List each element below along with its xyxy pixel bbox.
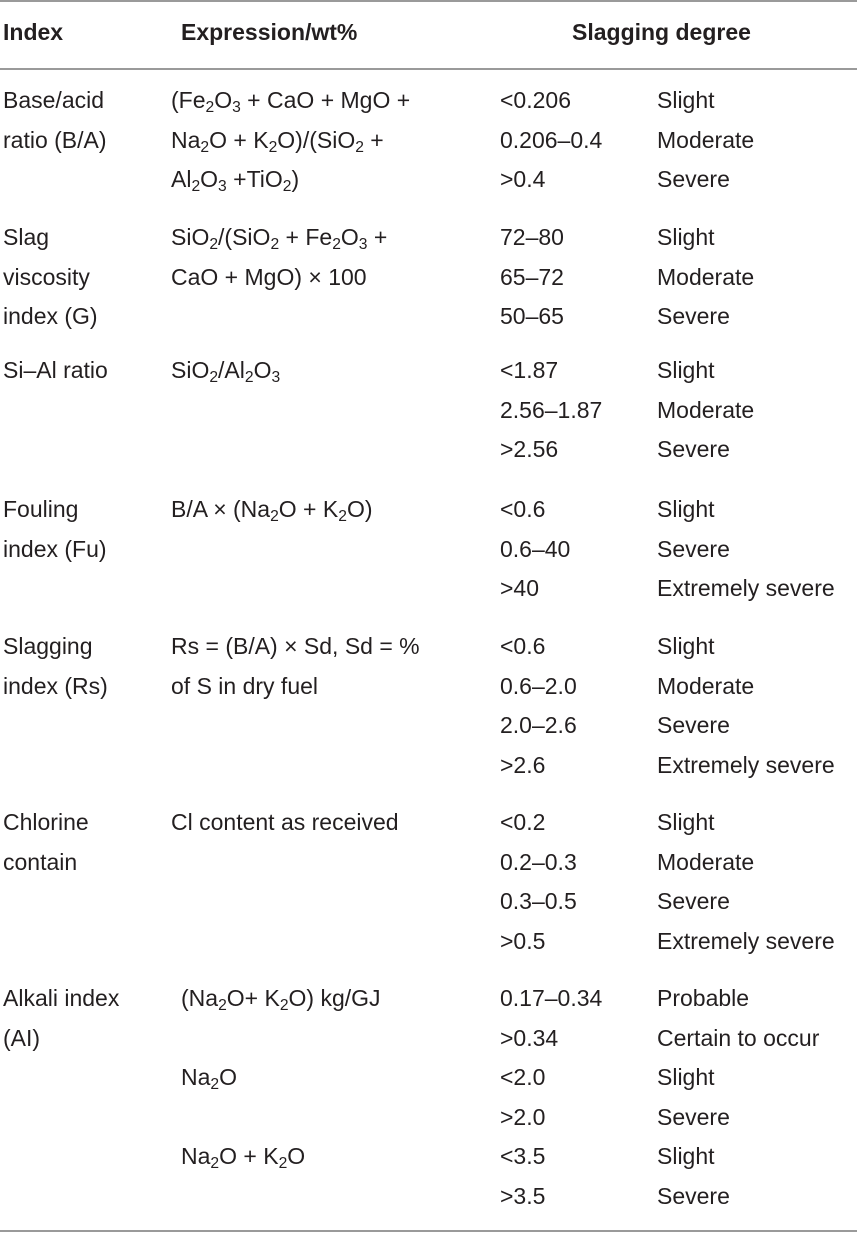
expression-cell: B/A × (Na2O + K2O) [171, 496, 373, 526]
header-expression: Expression/wt% [181, 19, 358, 45]
slagging-degree: Severe [657, 303, 730, 329]
range-value: >2.6 [500, 751, 546, 778]
slagging-degree: Slight [657, 496, 715, 522]
slagging-degree: Moderate [657, 263, 755, 290]
slagging-degree: Slight [657, 1064, 715, 1090]
header-slagging-degree: Slagging degree [572, 19, 751, 45]
table-bottom-rule [0, 1230, 857, 1232]
slagging-degree: Probable [657, 985, 750, 1011]
expression-cell: Na2O + K2O)/(SiO2 + [171, 126, 384, 156]
expression-cell: Na2O + K2O [181, 1143, 306, 1173]
slagging-degree: Extremely severe [657, 575, 835, 601]
index-cell: (AI) [3, 1024, 41, 1051]
index-cell: ratio (B/A) [3, 126, 107, 153]
range-value: 2.0–2.6 [500, 712, 577, 738]
slagging-degree: Severe [657, 712, 730, 738]
slagging-degree: Certain to occur [657, 1024, 820, 1051]
index-cell: Slag [3, 224, 50, 250]
expression-cell: Na2O [181, 1064, 237, 1094]
slagging-degree: Severe [657, 1182, 730, 1209]
slagging-degree: Slight [657, 1143, 715, 1169]
slagging-degree: Severe [657, 1103, 730, 1130]
header-index: Index [3, 19, 64, 45]
range-value: 0.206–0.4 [500, 126, 603, 153]
index-cell: index (G) [3, 303, 98, 329]
table-top-rule [0, 0, 857, 2]
range-value: >3.5 [500, 1182, 546, 1209]
range-value: 0.6–40 [500, 535, 571, 562]
range-value: >2.56 [500, 436, 559, 462]
range-value: >40 [500, 575, 540, 601]
slagging-degree: Slight [657, 224, 715, 250]
range-value: 0.6–2.0 [500, 672, 577, 699]
slagging-degree: Slight [657, 633, 715, 659]
slagging-degree: Extremely severe [657, 927, 835, 954]
range-value: 50–65 [500, 303, 564, 329]
range-value: 65–72 [500, 263, 564, 290]
expression-cell: Cl content as received [171, 809, 399, 835]
expression-cell: SiO2/(SiO2 + Fe2O3 + [171, 224, 388, 254]
slagging-degree: Slight [657, 357, 715, 383]
range-value: <0.6 [500, 496, 546, 522]
range-value: >0.34 [500, 1024, 559, 1051]
index-cell: Chlorine [3, 809, 89, 835]
expression-cell: Al2O3 +TiO2) [171, 166, 300, 196]
index-cell: index (Rs) [3, 672, 108, 699]
table-header-rule [0, 68, 857, 70]
range-value: <0.6 [500, 633, 546, 659]
range-value: <3.5 [500, 1143, 546, 1169]
slagging-degree: Slight [657, 87, 715, 113]
range-value: <0.206 [500, 87, 571, 113]
range-value: <1.87 [500, 357, 559, 383]
index-cell: Alkali index [3, 985, 120, 1011]
range-value: 0.3–0.5 [500, 888, 577, 914]
slagging-degree: Moderate [657, 126, 755, 153]
slagging-degree: Severe [657, 535, 730, 562]
expression-cell: (Na2O+ K2O) kg/GJ [181, 985, 381, 1015]
expression-cell: (Fe2O3 + CaO + MgO + [171, 87, 411, 117]
slagging-degree: Severe [657, 888, 730, 914]
slagging-degree: Slight [657, 809, 715, 835]
index-cell: index (Fu) [3, 535, 107, 562]
slagging-degree: Extremely severe [657, 751, 835, 778]
range-value: >0.5 [500, 927, 546, 954]
range-value: 0.2–0.3 [500, 848, 577, 875]
range-value: 0.17–0.34 [500, 985, 603, 1011]
slagging-degree: Moderate [657, 396, 755, 423]
expression-cell: CaO + MgO) × 100 [171, 263, 367, 290]
range-value: >2.0 [500, 1103, 546, 1130]
range-value: <0.2 [500, 809, 546, 835]
index-cell: Fouling [3, 496, 79, 522]
index-cell: Slagging [3, 633, 93, 659]
slagging-degree: Severe [657, 166, 730, 192]
index-cell: contain [3, 848, 78, 875]
slagging-degree: Moderate [657, 672, 755, 699]
slagging-degree: Severe [657, 436, 730, 462]
range-value: 2.56–1.87 [500, 396, 603, 423]
index-cell: viscosity [3, 263, 90, 290]
range-value: >0.4 [500, 166, 546, 192]
index-cell: Si–Al ratio [3, 357, 108, 383]
expression-cell: of S in dry fuel [171, 672, 319, 699]
range-value: <2.0 [500, 1064, 546, 1090]
range-value: 72–80 [500, 224, 564, 250]
expression-cell: SiO2/Al2O3 [171, 357, 281, 387]
expression-cell: Rs = (B/A) × Sd, Sd = % [171, 633, 420, 659]
index-cell: Base/acid [3, 87, 105, 113]
slagging-degree: Moderate [657, 848, 755, 875]
